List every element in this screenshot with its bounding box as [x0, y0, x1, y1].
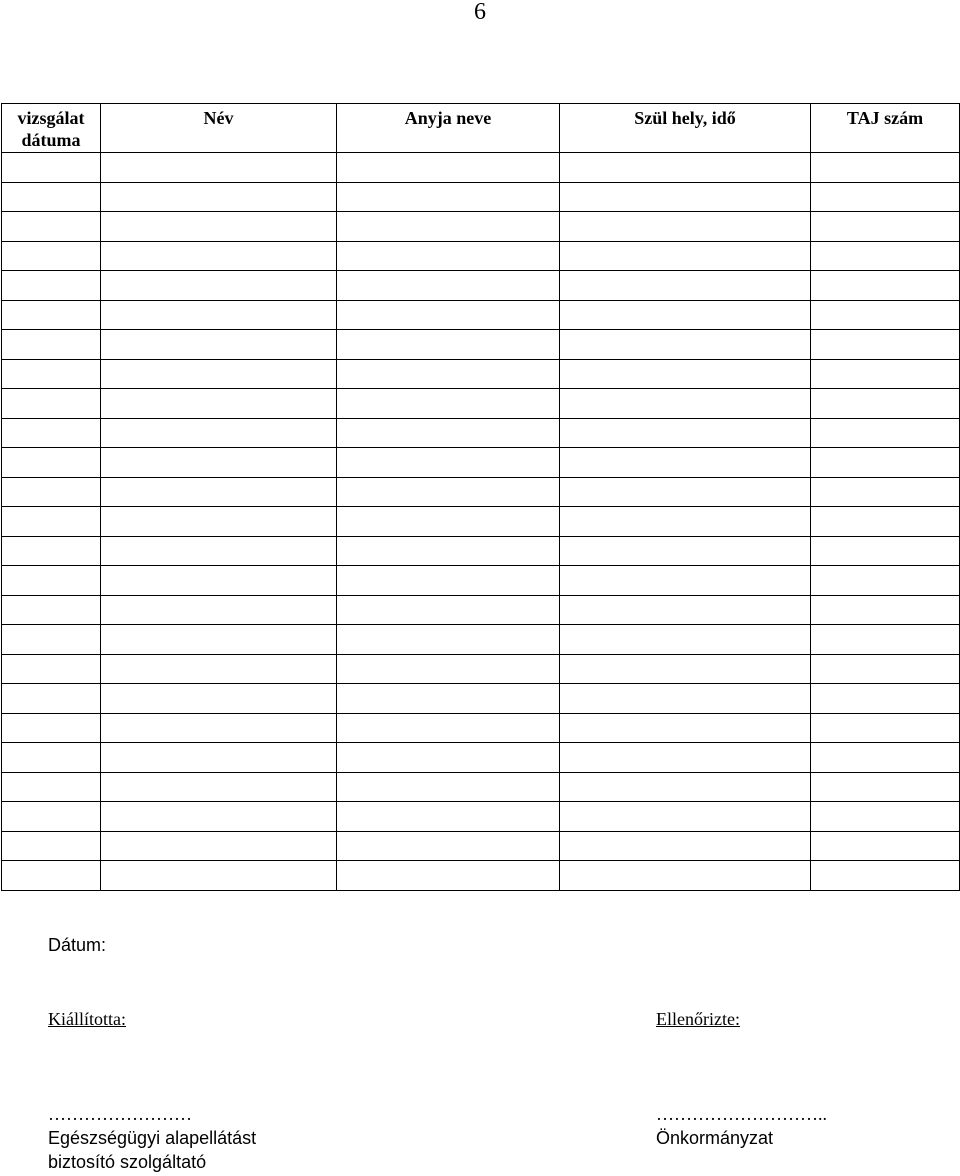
table-cell[interactable] [811, 448, 960, 478]
table-cell[interactable] [337, 212, 560, 242]
table-cell[interactable] [337, 507, 560, 537]
table-cell[interactable] [337, 241, 560, 271]
table-cell[interactable] [2, 536, 101, 566]
table-cell[interactable] [560, 566, 811, 596]
table-cell[interactable] [2, 713, 101, 743]
table-cell[interactable] [101, 182, 337, 212]
table-cell[interactable] [337, 182, 560, 212]
table-cell[interactable] [560, 772, 811, 802]
left-signature-title-line2: biztosító szolgáltató [48, 1152, 207, 1172]
table-cell[interactable] [811, 418, 960, 448]
table-cell[interactable] [337, 595, 560, 625]
table-cell[interactable] [2, 477, 101, 507]
table-row [2, 802, 960, 832]
table-cell[interactable] [560, 359, 811, 389]
table-cell[interactable] [101, 772, 337, 802]
table-cell[interactable] [560, 625, 811, 655]
table-cell[interactable] [337, 772, 560, 802]
table-cell[interactable] [2, 743, 101, 773]
table-cell[interactable] [2, 654, 101, 684]
register-table [1, 103, 960, 891]
table-cell[interactable] [337, 713, 560, 743]
table-cell[interactable] [560, 389, 811, 419]
table-cell[interactable] [101, 802, 337, 832]
table-cell[interactable] [101, 831, 337, 861]
table-cell[interactable] [560, 182, 811, 212]
table-header-row [2, 104, 960, 153]
table-cell[interactable] [337, 418, 560, 448]
table-cell[interactable] [101, 241, 337, 271]
table-cell[interactable] [811, 713, 960, 743]
table-row [2, 359, 960, 389]
table-cell[interactable] [101, 684, 337, 714]
table-cell[interactable] [337, 153, 560, 183]
header-name: Név [101, 104, 337, 153]
table-cell[interactable] [560, 241, 811, 271]
table-cell[interactable] [101, 212, 337, 242]
table-cell[interactable] [811, 300, 960, 330]
table-row [2, 566, 960, 596]
header-exam-date-line2: dátuma [21, 130, 81, 150]
table-cell[interactable] [101, 389, 337, 419]
table-row [2, 241, 960, 271]
table-cell[interactable] [2, 448, 101, 478]
table-cell[interactable] [337, 654, 560, 684]
table-row [2, 625, 960, 655]
table-cell[interactable] [811, 654, 960, 684]
header-exam-date [2, 104, 101, 153]
table-cell[interactable] [101, 359, 337, 389]
table-body [2, 153, 960, 891]
date-label: Dátum: [48, 935, 107, 955]
table-row [2, 300, 960, 330]
table-cell[interactable] [2, 831, 101, 861]
table-cell[interactable] [101, 300, 337, 330]
table-cell[interactable] [811, 153, 960, 183]
table-cell[interactable] [560, 153, 811, 183]
table-cell[interactable] [101, 743, 337, 773]
table-cell[interactable] [101, 566, 337, 596]
table-cell[interactable] [2, 802, 101, 832]
table-cell[interactable] [337, 566, 560, 596]
table-cell[interactable] [101, 271, 337, 301]
table-cell[interactable] [811, 566, 960, 596]
table-cell[interactable] [811, 212, 960, 242]
table-cell[interactable] [811, 271, 960, 301]
table-cell[interactable] [101, 448, 337, 478]
table-row [2, 212, 960, 242]
checked-by-label: Ellenőrizte: [656, 1009, 740, 1029]
table-cell[interactable] [560, 507, 811, 537]
table-cell[interactable] [2, 300, 101, 330]
table-cell[interactable] [2, 182, 101, 212]
table-cell[interactable] [560, 330, 811, 360]
table-cell[interactable] [560, 802, 811, 832]
table-cell[interactable] [2, 625, 101, 655]
table-cell[interactable] [101, 713, 337, 743]
table-cell[interactable] [337, 831, 560, 861]
table-cell[interactable] [811, 507, 960, 537]
table-cell[interactable] [811, 861, 960, 891]
table-cell[interactable] [811, 772, 960, 802]
table-row [2, 654, 960, 684]
table-row [2, 684, 960, 714]
issued-by-label: Kiállította: [48, 1009, 126, 1029]
table-cell[interactable] [337, 271, 560, 301]
table-cell[interactable] [101, 330, 337, 360]
header-exam-date-line1: vizsgálat [17, 108, 85, 128]
table-cell[interactable] [2, 359, 101, 389]
table-cell[interactable] [560, 271, 811, 301]
header-mothers-name: Anyja neve [337, 104, 560, 153]
table-cell[interactable] [101, 595, 337, 625]
table-cell[interactable] [337, 389, 560, 419]
table-cell[interactable] [2, 595, 101, 625]
table-cell[interactable] [2, 418, 101, 448]
table-cell[interactable] [101, 507, 337, 537]
table-cell[interactable] [101, 153, 337, 183]
table-row [2, 713, 960, 743]
table-cell[interactable] [337, 448, 560, 478]
table-cell[interactable] [337, 477, 560, 507]
table-cell[interactable] [560, 713, 811, 743]
page-number: 6 [474, 0, 486, 25]
table-cell[interactable] [101, 654, 337, 684]
table-cell[interactable] [560, 684, 811, 714]
table-cell[interactable] [2, 684, 101, 714]
table-cell[interactable] [560, 477, 811, 507]
table-row [2, 418, 960, 448]
table-cell[interactable] [811, 389, 960, 419]
table-row [2, 182, 960, 212]
table-cell[interactable] [811, 477, 960, 507]
table-cell[interactable] [811, 330, 960, 360]
table-cell[interactable] [337, 861, 560, 891]
table-row [2, 477, 960, 507]
table-cell[interactable] [560, 595, 811, 625]
table-row [2, 507, 960, 537]
table-cell[interactable] [337, 684, 560, 714]
left-signature-line: …………………… [48, 1104, 192, 1124]
table-cell[interactable] [560, 861, 811, 891]
table-cell[interactable] [337, 536, 560, 566]
table-cell[interactable] [811, 743, 960, 773]
table-cell[interactable] [2, 772, 101, 802]
right-signature-line: ……………………….. [656, 1104, 827, 1124]
table-cell[interactable] [811, 831, 960, 861]
table-cell[interactable] [337, 625, 560, 655]
table-cell[interactable] [337, 300, 560, 330]
table-cell[interactable] [560, 743, 811, 773]
table-cell[interactable] [560, 831, 811, 861]
table-cell[interactable] [2, 861, 101, 891]
table-cell[interactable] [560, 536, 811, 566]
table-cell[interactable] [2, 330, 101, 360]
table-row [2, 389, 960, 419]
table-row [2, 831, 960, 861]
table-cell[interactable] [337, 359, 560, 389]
table-cell[interactable] [2, 507, 101, 537]
table-cell[interactable] [2, 241, 101, 271]
table-row [2, 153, 960, 183]
table-cell[interactable] [811, 684, 960, 714]
table-cell[interactable] [101, 536, 337, 566]
table-cell[interactable] [811, 595, 960, 625]
table-row [2, 861, 960, 891]
table-row [2, 448, 960, 478]
table-cell[interactable] [560, 212, 811, 242]
table-row [2, 595, 960, 625]
right-signature-title: Önkormányzat [656, 1128, 774, 1148]
table-cell[interactable] [811, 182, 960, 212]
table-cell[interactable] [337, 802, 560, 832]
table-cell[interactable] [101, 625, 337, 655]
table-cell[interactable] [2, 212, 101, 242]
table-row [2, 330, 960, 360]
table-cell[interactable] [560, 654, 811, 684]
table-cell[interactable] [101, 418, 337, 448]
table-cell[interactable] [2, 271, 101, 301]
table-cell[interactable] [337, 330, 560, 360]
table-cell[interactable] [560, 418, 811, 448]
table-cell[interactable] [811, 625, 960, 655]
table-row [2, 743, 960, 773]
header-taj-number: TAJ szám [811, 104, 960, 153]
table-cell[interactable] [560, 448, 811, 478]
table-cell[interactable] [811, 241, 960, 271]
table-cell[interactable] [2, 389, 101, 419]
table-cell[interactable] [560, 300, 811, 330]
table-row [2, 536, 960, 566]
left-signature-title-line1: Egészségügyi alapellátást [48, 1128, 257, 1148]
table-cell[interactable] [811, 359, 960, 389]
table-cell[interactable] [337, 743, 560, 773]
table-cell[interactable] [101, 477, 337, 507]
table-row [2, 772, 960, 802]
header-birth-place-date: Szül hely, idő [560, 104, 811, 153]
table-cell[interactable] [811, 536, 960, 566]
table-cell[interactable] [811, 802, 960, 832]
table-row [2, 271, 960, 301]
table-cell[interactable] [2, 566, 101, 596]
table-cell[interactable] [2, 153, 101, 183]
table-cell[interactable] [101, 861, 337, 891]
